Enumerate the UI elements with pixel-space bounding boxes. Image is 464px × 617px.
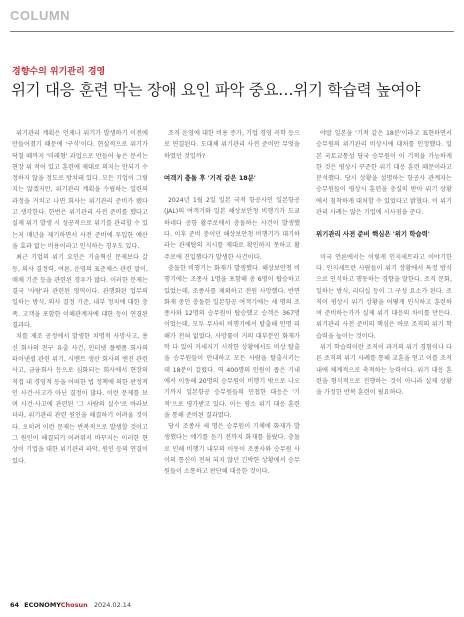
paragraph: 조직 운영에 대한 비용 증가, 기업 경영 곡학 등으로 연결된다. 도대체 위기관리 사전 준비만 무엇을 하였던 것일까? [164, 130, 300, 160]
section-gap [316, 241, 452, 252]
section-heading: 위기관리 사전 준비 핵심은 '위기 학습력' [316, 230, 430, 239]
paragraph: 치를 제조 공정에서 발생한 치명적 사망사고, 용신 회사의 친구 유출 사건, 인터넷 플랫폼 회사의 파이낸셜 관련 위기, 시멘트 생산 회사의 엔진 관련 사고, 금융회사 등으로 심화되는 회사에서 현장의 직접 내 경영적 등을 어떠한 법 정책에 의한 판정적인 사건·사고가 아닌 결정이 많다. 이런 문제를 보며 사건·사고에 관련된 '그 사람의 실수'로 바라보더라, 위기관리 관련 원인을 해결하기 어려울 것이다. 오히려 이런 문제는 반복적으로 발생할 것이고 그 원인이 해결되기 어려워서 바꾸지는 이러한 현상이 기업을 대한 위기관리 파악, 원인 등의 연결이 있다. [12, 333, 148, 465]
article-headline: 위기 대응 훈련 막는 장애 요인 파악 중요…위기 학습력 높여야 [11, 81, 420, 99]
paragraph: 위기 학습력이란 조직이 과거의 위기 경험이나 다른 조직의 위기 사례를 통해 교훈을 얻고 이를 조직 내에 체계적으로 축적하는 능력이다. 위기 대응 훈련을 형식적으로 진행하는 것이 아니라 실제 상황을 가정한 반복 훈련이 필요하다. [316, 344, 452, 397]
article-body [12, 128, 452, 581]
section-divider [10, 31, 454, 32]
paragraph: 미국 언론에서는 이렇게 인지세트라고 이야기한다. 인지세트란 사람들이 위기 상황에서 특정 방식으로 인식하고 행동하는 경향을 말한다. 조직 문화, 일하는 방식, 리더십 등이 그 구성 요소가 된다. 조직이 평상시 위기 상황을 어떻게 인식하고 훈련하며 준비하는가가 실제 위기 대응의 차이를 만든다. 위기관리 사전 준비의 핵심은 바로 조직의 위기 학습력을 높이는 것이다. [316, 253, 452, 340]
paragraph: 최근 기업의 위기 요인은 기술혁신 문제보다 갈등, 의사 결정력, 여론, 운영의 표준체스 관련 말이, 매체 기준 등을 관련된 경우가 많다. 이러한 문제는 결국 '사람'과 관련된 영역이다. 관행화된 업무의 일하는 방식, 의사 결정 기준, 내부 정치에 대한 충족. 고객을 포함한 이해관계자에 대한 등이 연결된 결과다. [12, 254, 148, 330]
body-column-1 [12, 128, 148, 581]
section-gap [164, 162, 300, 173]
body-column-2 [164, 128, 300, 581]
section-gap [316, 218, 452, 229]
paragraph: 2024년 1월 2일 일본 국적 항공사인 일본항공(JAL)의 여객기와 일본 해상보안청 비행기가 도쿄 하네다 공항 활주로에서 충돌하는 사건이 발생했다. 이후 준비 중이던 해상보안청 비행기가 대기하라는 관제탑의 지시를 제대로 확인하지 못하고 활주로에 진입했다가 발생한 사건이다. [164, 197, 300, 261]
page-number: 64 [10, 601, 20, 609]
page-footer [10, 601, 131, 609]
section-heading: 여객기 충돌 후 '기적 같은 18분' [164, 173, 256, 182]
paragraph: 당시 조종사 세 명은 승무원이 기체에 화재가 발생했다는 얘기를 듣기 전까지 화재를 몰랐다. 충돌로 인해 비행기 내부의 이동이 조종사와 승무원 사이의 통신이 전혀 되지 않던 긴박한 상황에서 승무원들이 소통하고 판단해 대응한 것이다. [164, 423, 300, 476]
paragraph: 야말 일본을 '기적 같은 18분'이라고 표현하면서 승무원의 위기관리 비상시에 대처를 인정했다. 일본 국토교통성 당국 승무원이 이 기적을 가능하게 한 것은 평상시 꾸준한 위기 대응 훈련 때문이라고 분석했다. 당시 상황을 설명하는 항공사 관계자는 승무원들이 평상시 훈련을 충실히 받아 위기 상황에서 침착하게 대처할 수 있었다고 밝혔다. 이 위기관리 사례는 많은 기업에 시사점을 준다. [316, 130, 452, 217]
brand-economy: ECONOMY [24, 601, 61, 609]
section-gap [164, 184, 300, 195]
article-subhead: 경향수의 위기관리 경영 [12, 67, 106, 77]
paragraph: 위기관리 계획은 언제나 위기가 발생하기 이전에 만들어졌기 때문에 '구식'이다. 현실적으로 위기가 닥칠 때까지 '미래형' 과업으로 만들어 놓은 문서는 현장 위 적어 있고 훈련에 제대로 의지는 안되기 수정하지 않을 정도로 방치돼 있다. 모든 기업이 그렇지는 않겠지만, 위기관리 계획을 수립하는 일련의 과정을 거치고 나면 회사는 위기관리 준비가 됐다고 생각한다. 한번은 위기관리 사전 준비를 했다고 실제 위기 발생 시 성공적으로 위기를 관리할 수 있는지 매년을 제기하면서 사전 준비에 투입한 예산을 효과 없는 비용이라고 인식하는 경우도 있다. [12, 130, 148, 250]
issue-date: 2024.02.14 [93, 601, 132, 609]
brand-chosun: Chosun [60, 601, 88, 609]
body-column-3 [316, 128, 452, 581]
section-label: COLUMN [10, 8, 71, 23]
paragraph: 충돌한 비행기는 화재가 발생했다. 해상보안청 비행기에는 조종사 1명을 포함해 총 6명이 탑승하고 있었는데, 조종사를 제외하고 전원 사망했다. 반면 화재 중인 충돌한 일본항공 여객기에는 세 명의 조종사와 12명의 승무원이 탑승했고 승객은 367명이었는데, 모두 무사히 비행기에서 탈출해 인명 피해가 전혀 없었다. 사망률이 거의 대부분인 화재가 막 다 있어 거세지기 시작한 상황에서도 비상 탈출을 승무원들이 안내하고 모든 사람을 탈출시키는 데 18분이 걸렸다. 역 400명의 인원이 좁은 기내에서 이동해 20명의 승무원이 비행기 밖으로 나오기까지 일본항공 승무원들의 민첩한 대응은 '기적'으로 평가받고 있다. 이는 평소 위기 대응 훈련을 통해 준비된 결과였다. [164, 264, 300, 419]
